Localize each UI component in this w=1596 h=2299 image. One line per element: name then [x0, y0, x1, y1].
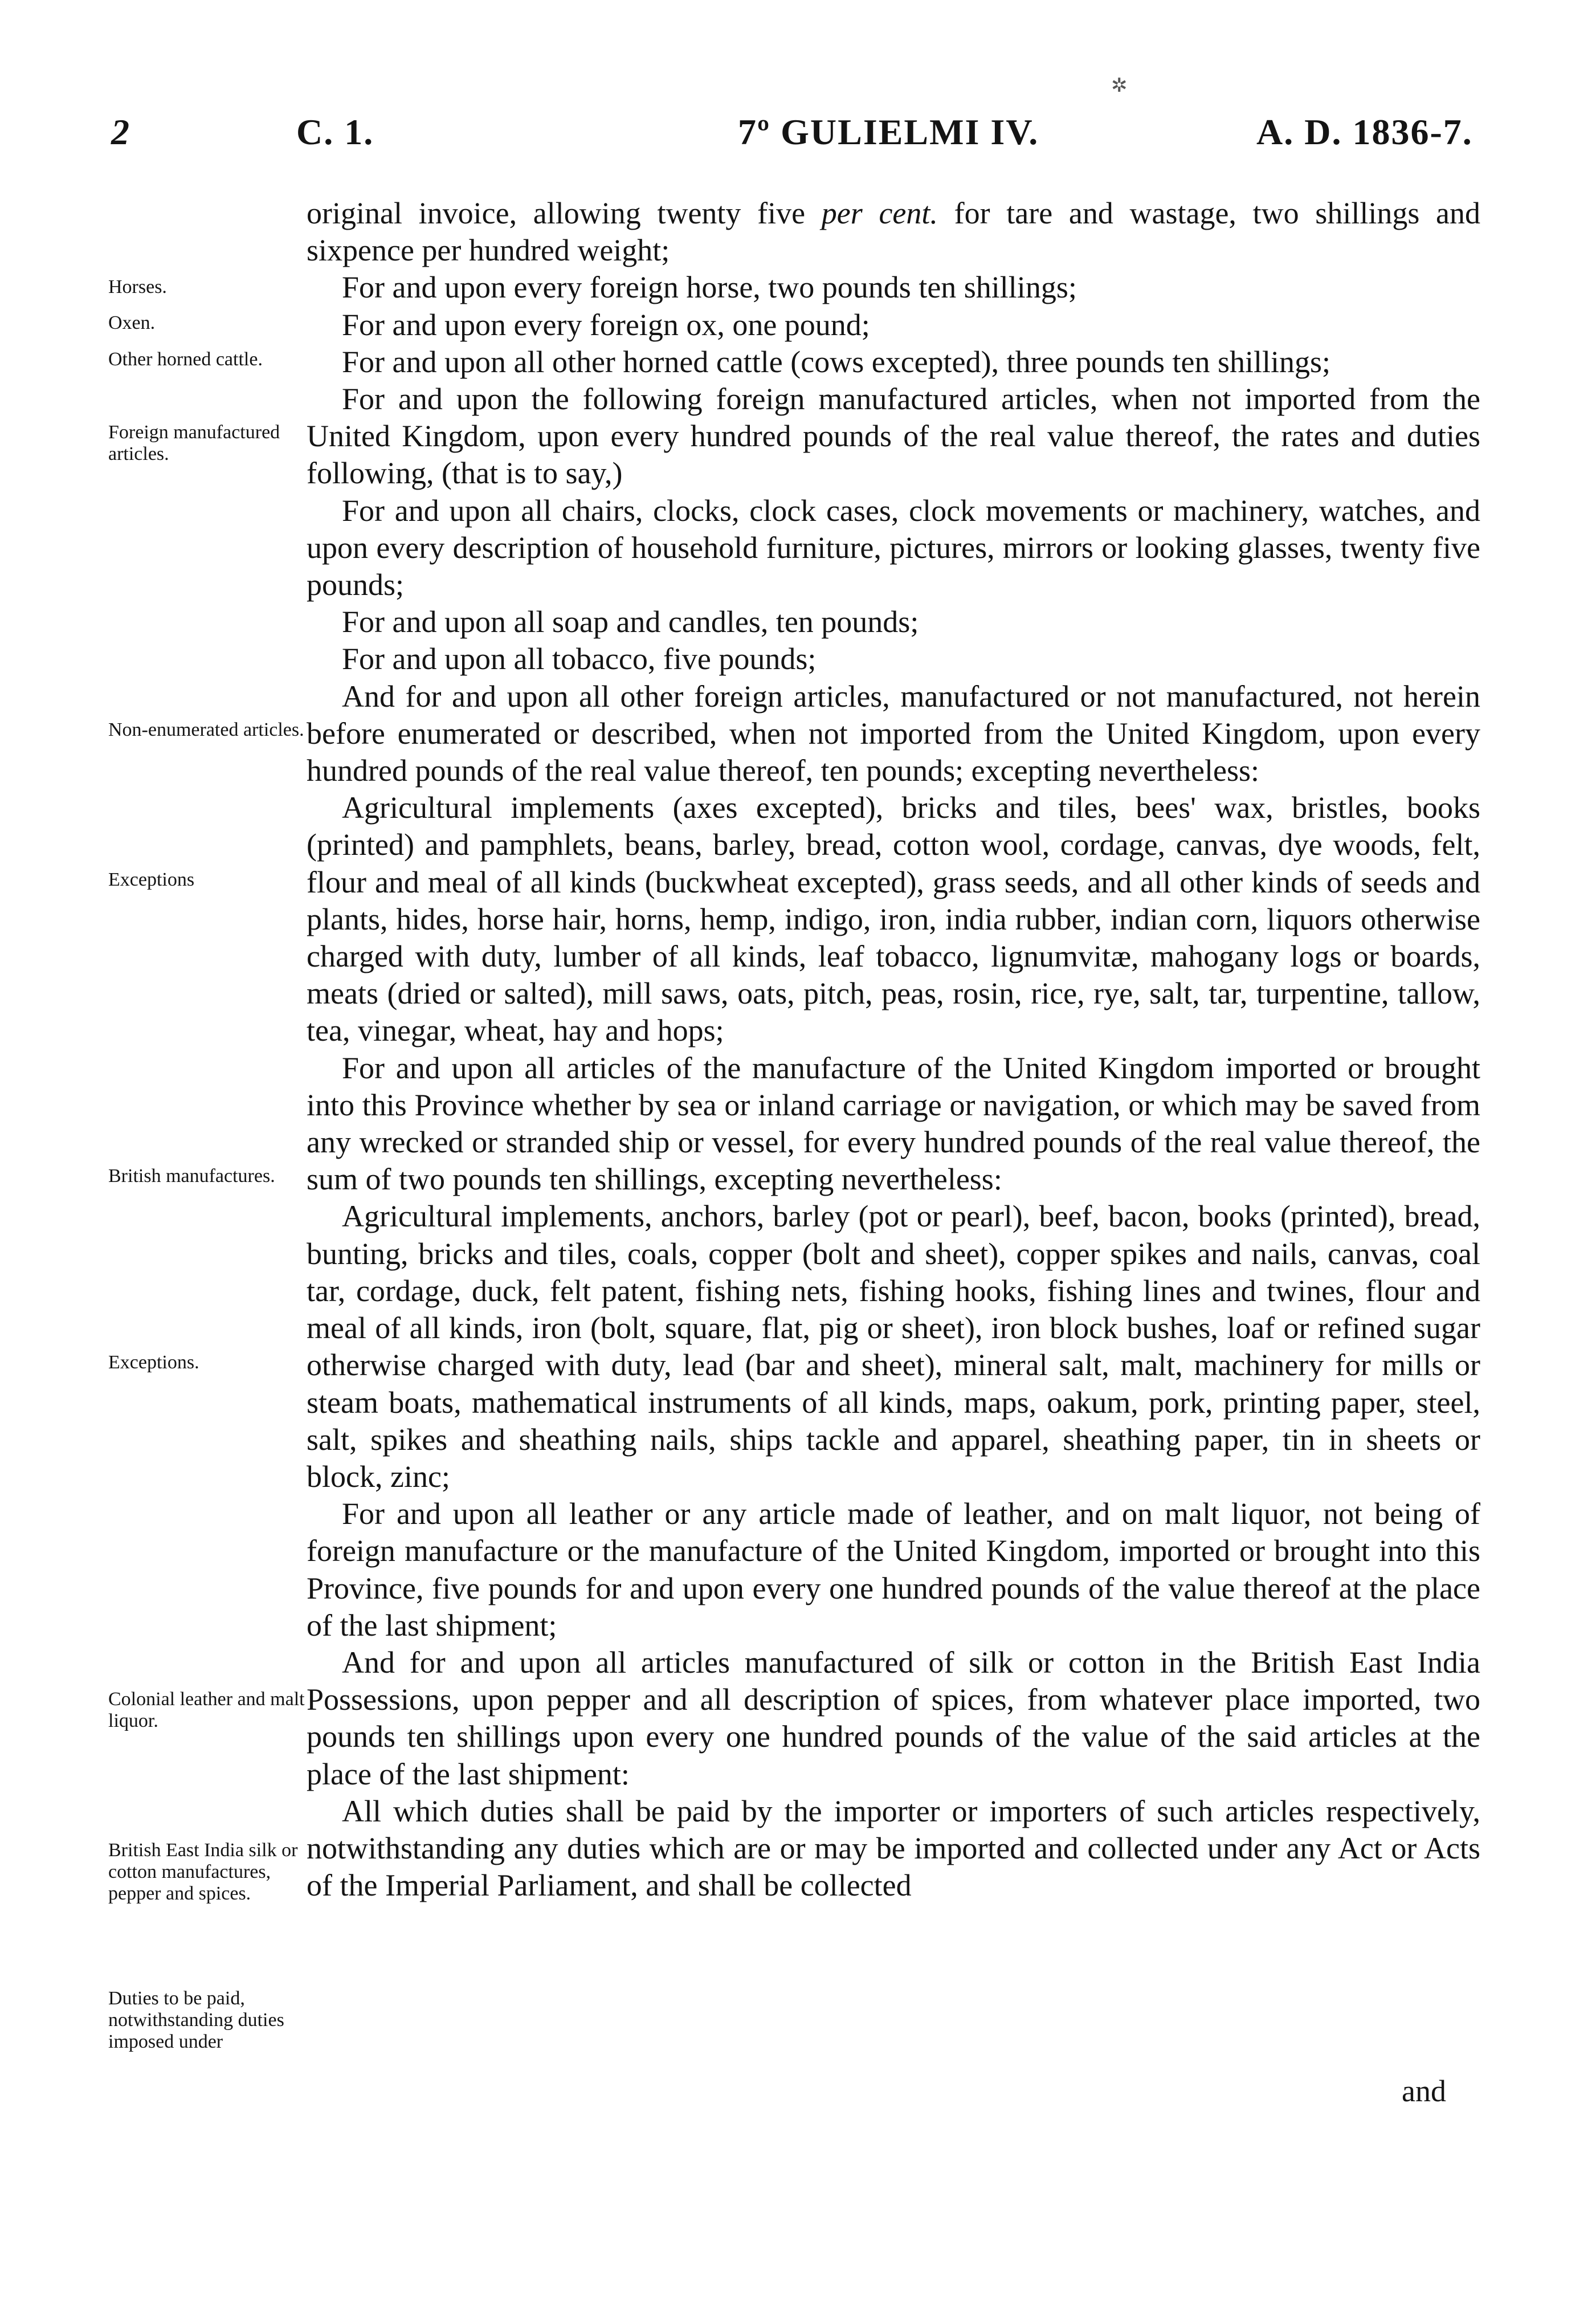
- margin-note-duties-paid: Duties to be paid, notwithstanding duties imposed under: [108, 1988, 284, 2052]
- margin-note-exceptions-2: Exceptions.: [108, 1352, 199, 1373]
- anno-domini-year: A. D. 1836-7.: [1256, 112, 1473, 152]
- paragraph-exceptions-2: Agricultural implements, anchors, barley (pot or pearl), beef, bacon, books (printed), bread, bunting, bricks and tiles, coals, copper (bolt and sheet), copper spikes and nails, canvas, coal tar, cordage, duck, felt patent, fishing nets, fishing hooks, fishing lines and twines, flour and meal of all kinds, iron (bolt, square, flat, pig or sheet), iron block bushes, loaf or refined sugar otherwise charged with duty, lead (bar and sheet), mineral salt, malt, machinery for mills or steam boats, mathematical instruments of all kinds, maps, oakum, pork, printing paper, steel, salt, spikes and sheathing nails, ships tackle and apparel, sheathing paper, tin in sheets or block, zinc;: [307, 1199, 1480, 1494]
- paragraph-leather-malt: For and upon all leather or any article made of leather, and on malt liquor, not being of foreign manufacture or the manufacture of the United Kingdom, imported or brought into this Province, five pounds for and upon every one hundred pounds of the value thereof at the place of the last shipment;: [307, 1497, 1480, 1642]
- statute-text: [307, 195, 1480, 1904]
- paragraph-non-enumerated: And for and upon all other foreign articles, manufactured or not manufactured, not herein before enumerated or described, when not imported from the United Kingdom, upon every hundred pounds of the real value thereof, ten pounds; excepting nevertheless:: [307, 679, 1480, 788]
- paragraph-silk-cotton-spices: And for and upon all articles manufactured of silk or cotton in the British East India Possessions, upon pepper and all description of spices, from whatever place imported, two pounds ten shillings upon every one hundred pounds of the value of the said articles at the place of the last shipment:: [307, 1645, 1480, 1791]
- italic-per-cent: per cent.: [821, 196, 938, 230]
- paragraph-foreign-manufactured: For and upon the following foreign manufactured articles, when not imported from the United Kingdom, upon every hundred pounds of the real value thereof, the rates and duties following, (that is to say,): [307, 382, 1480, 491]
- margin-note-foreign-manufactured: Foreign manufactured articles.: [108, 422, 280, 464]
- paragraph-duties-paid: All which duties shall be paid by the importer or importers of such articles respectively, notwithstanding any duties which are or may be imported and collected under any Act or Acts of the Imperial Parliament, and shall be collected: [307, 1793, 1480, 1903]
- paragraph-horned-cattle: For and upon all other horned cattle (cows excepted), three pounds ten shillings;: [342, 344, 1331, 379]
- margin-note-non-enumerated: Non-enumerated articles.: [108, 719, 304, 740]
- margin-note-colonial-leather: Colonial leather and malt liquor.: [108, 1689, 305, 1731]
- printer-mark-icon: ✲: [1111, 75, 1128, 96]
- paragraph-tobacco: For and upon all tobacco, five pounds;: [342, 642, 817, 676]
- chapter-number: C. 1.: [296, 112, 374, 152]
- margin-note-horses: Horses.: [108, 276, 167, 297]
- running-header: [0, 111, 1596, 162]
- paragraph-horses: For and upon every foreign horse, two pounds ten shillings;: [342, 270, 1077, 305]
- catchword: and: [1402, 2074, 1446, 2108]
- margin-note-other-horned-cattle: Other horned cattle.: [108, 349, 263, 370]
- paragraph-soap-candles: For and upon all soap and candles, ten pounds;: [342, 605, 919, 639]
- margin-note-british-east-india: British East India silk or cotton manufactures, pepper and spices.: [108, 1840, 298, 1904]
- paragraph-british-manufactures: For and upon all articles of the manufacture of the United Kingdom imported or brought into this Province whether by sea or inland carriage or navigation, or which may be saved from any wrecked or stranded ship or vessel, for every hundred pounds of the real value thereof, the sum of two pounds ten shillings, excepting nevertheless:: [307, 1050, 1480, 1197]
- margin-note-exceptions: Exceptions: [108, 869, 195, 890]
- regnal-year: 7º GULIELMI IV.: [738, 112, 1039, 152]
- paragraph-oxen: For and upon every foreign ox, one pound;: [342, 307, 870, 342]
- margin-note-british-manufactures: British manufactures.: [108, 1165, 275, 1187]
- paragraph-chairs-clocks: For and upon all chairs, clocks, clock cases, clock movements or machinery, watches, and upon every description of household furniture, pictures, mirrors or looking glasses, twenty five pounds;: [307, 493, 1480, 602]
- page-number: 2: [111, 112, 130, 152]
- paragraph-exceptions-1: Agricultural implements (axes excepted), bricks and tiles, bees' wax, bristles, books (printed) and pamphlets, beans, barley, bread, cotton wool, cordage, canvas, dye woods, felt, flour and meal of all kinds (buckwheat excepted), grass seeds, and all other kinds of seeds and plants, hides, horse hair, horns, hemp, indigo, iron, india rubber, indian corn, liquors otherwise charged with duty, lumber of all kinds, leaf tobacco, lignumvitæ, mahogany logs or boards, meats (dried or salted), mill saws, oats, pitch, peas, rosin, rice, rye, salt, tar, turpentine, tallow, tea, vinegar, wheat, hay and hops;: [307, 790, 1480, 1048]
- margin-note-oxen: Oxen.: [108, 312, 156, 333]
- paragraph-invoice: original invoice, allowing twenty five per cent. for tare and wastage, two shillings and sixpence per hundred weight;: [307, 196, 1481, 268]
